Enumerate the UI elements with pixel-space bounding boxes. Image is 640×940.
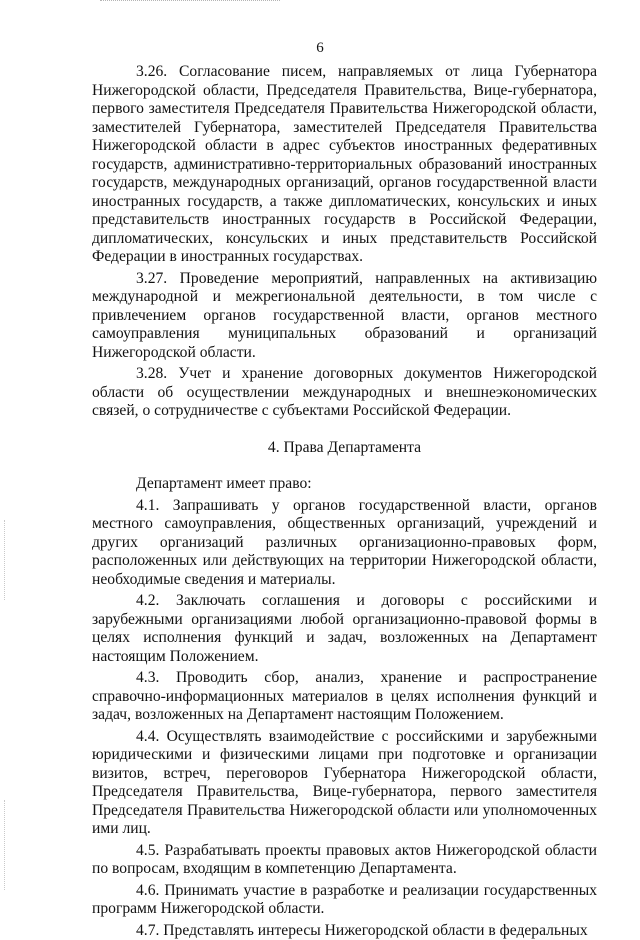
- paragraph-4-6: 4.6. Принимать участие в разработке и реализации государственных программ Нижегородской области.: [92, 882, 597, 919]
- paragraph-4-1: 4.1. Запрашивать у органов государственной власти, органов местного самоуправления, общественных организаций, учреждений и других организаций различных организационно-правовых форм, расположенных или действующих на территории Нижегородской области, необходимые сведения и материалы.: [92, 497, 597, 590]
- paragraph-3-27: 3.27. Проведение мероприятий, направленных на активизацию международной и межрегиональной деятельности, в том числе с привлечением органов государственной власти, органов местного самоуправления муниципальных образований и организаций Нижегородской области.: [92, 270, 597, 363]
- page-number: 6: [0, 40, 640, 57]
- paragraph-intro: Департамент имеет право:: [92, 475, 597, 494]
- scan-artifact-top: [100, 0, 280, 1]
- section-title: 4. Права Департамента: [92, 439, 597, 458]
- paragraph-4-4: 4.4. Осуществлять взаимодействие с российскими и зарубежными юридическими и физическими лицами при подготовке и организации визитов, встреч, переговоров Губернатора Нижегородской области, Председателя Правительства, Вице-губернатора, первого заместителя Председателя Правительства Нижегородской области или уполномоченных ими лиц.: [92, 728, 597, 839]
- paragraph-4-3: 4.3. Проводить сбор, анализ, хранение и распространение справочно-информационных материалов в целях исполнения функций и задач, возложенных на Департамент настоящим Положением.: [92, 669, 597, 725]
- paragraph-4-7: 4.7. Представлять интересы Нижегородской области в федеральных: [92, 922, 597, 940]
- paragraph-3-28: 3.28. Учет и хранение договорных документов Нижегородской области об осуществлении международных и внешнеэкономических связей, о сотрудничестве с субъектами Российской Федерации.: [92, 365, 597, 421]
- paragraph-4-5: 4.5. Разрабатывать проекты правовых актов Нижегородской области по вопросам, входящим в компетенцию Департамента.: [92, 842, 597, 879]
- paragraph-3-26: 3.26. Согласование писем, направляемых от лица Губернатора Нижегородской области, Председателя Правительства, Вице-губернатора, первого заместителя Председателя Правительства Нижегородской области, заместителей Губернатора, заместителей Председателя Правительства Нижегородской области в адрес субъектов иностранных федеративных государств, административно-территориальных образований иностранных государств, международных организаций, органов государственной власти иностранных государств, а также дипломатических, консульских и иных представительств иностранных государств в Российской Федерации, дипломатических, консульских и иных представительств Российской Федерации в иностранных государствах.: [92, 63, 597, 267]
- scan-artifact-edge: [4, 520, 5, 600]
- paragraph-4-2: 4.2. Заключать соглашения и договоры с российскими и зарубежными организациями любой организационно-правовой формы в целях исполнения функций и задач, возложенных на Департамент настоящим Положением.: [92, 592, 597, 666]
- document-body: [92, 63, 597, 940]
- scan-artifact-edge: [4, 800, 5, 890]
